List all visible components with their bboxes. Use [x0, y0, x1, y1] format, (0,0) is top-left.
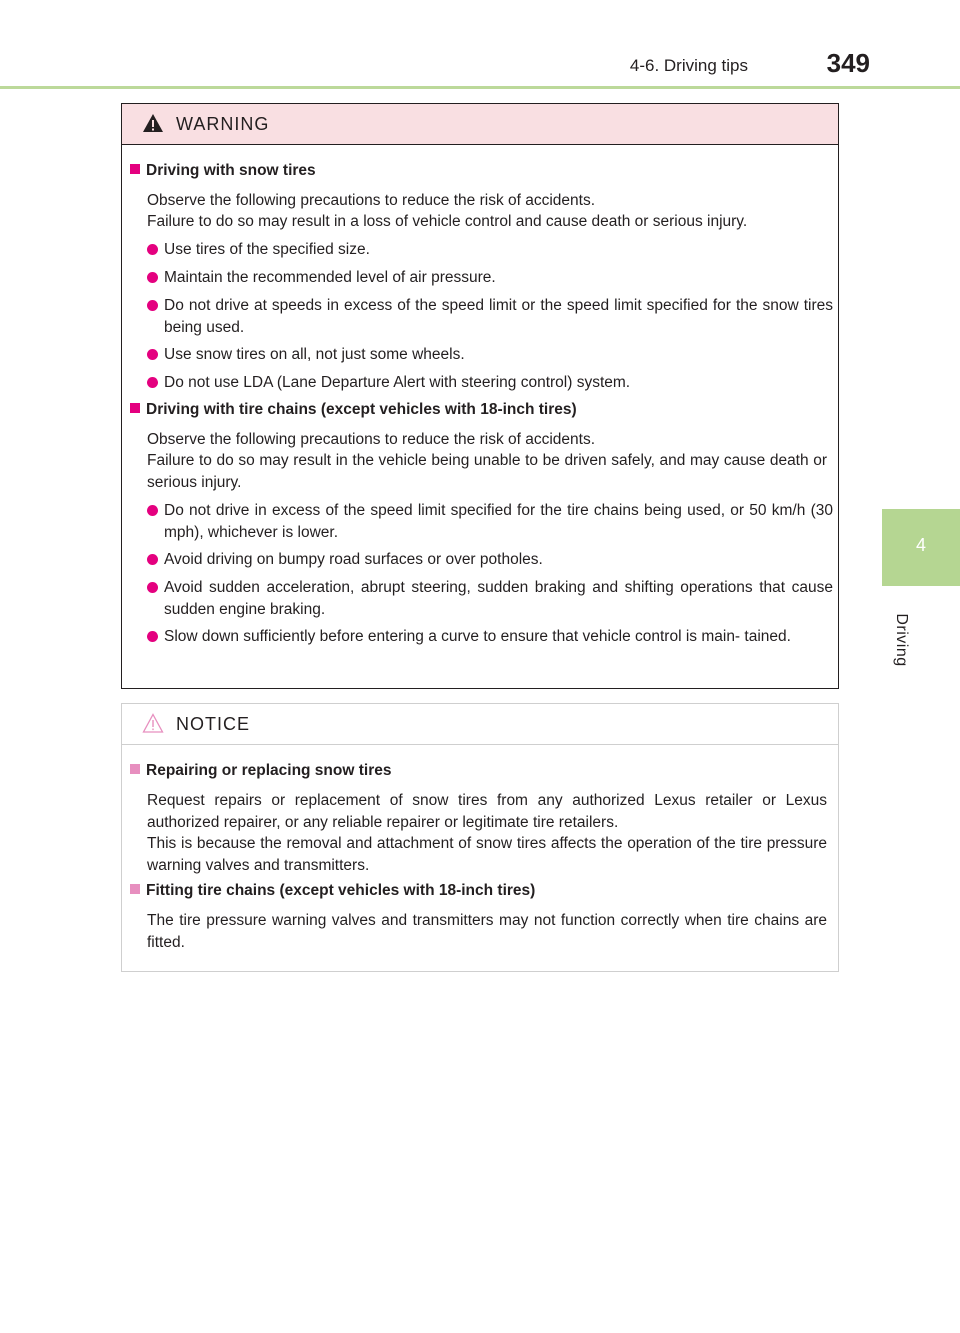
notice-paragraph: This is because the removal and attachment of snow tires affects the operation of the tire pressure warning valves and transmitters. — [147, 835, 827, 874]
warning-triangle-icon — [142, 113, 164, 133]
warning-heading-tire-chains: Driving with tire chains (except vehicles with 18-inch tires) — [130, 401, 830, 419]
round-bullet-icon — [147, 377, 158, 388]
warning-bullet: Do not drive in excess of the speed limit specified for the tire chains being used, or 50 km/h (30 mph), whichever is lower. — [147, 500, 833, 543]
round-bullet-icon — [147, 272, 158, 283]
notice-heading-tire-chains: Fitting tire chains (except vehicles with 18-inch tires) — [130, 882, 830, 900]
page-number: 349 — [826, 48, 870, 78]
warning-bullet: Do not drive at speeds in excess of the speed limit or the speed limit specified for the snow tires being used. — [147, 295, 833, 338]
square-bullet-icon — [130, 884, 140, 894]
header-rule — [0, 86, 960, 89]
chapter-tab-number: 4 — [915, 535, 926, 555]
notice-title: NOTICE — [176, 714, 251, 734]
warning-box — [121, 103, 839, 689]
warning-bullet: Do not use LDA (Lane Departure Alert with steering control) system. — [147, 372, 833, 394]
notice-box — [121, 703, 839, 972]
warning-bullet: Slow down sufficiently before entering a curve to ensure that vehicle control is main- tained. — [147, 626, 833, 648]
round-bullet-icon — [147, 631, 158, 642]
warning-bullet: Use tires of the specified size. — [147, 239, 833, 261]
warning-intro: Failure to do so may result in a loss of vehicle control and cause death or serious injury. — [147, 213, 748, 230]
square-bullet-icon — [130, 403, 140, 413]
chapter-tab[interactable] — [882, 509, 960, 586]
warning-bullet: Avoid sudden acceleration, abrupt steering, sudden braking and shifting operations that cause sudden engine braking. — [147, 577, 833, 620]
round-bullet-icon — [147, 244, 158, 255]
round-bullet-icon — [147, 582, 158, 593]
square-bullet-icon — [130, 164, 140, 174]
warning-intro: Observe the following precautions to reduce the risk of accidents. — [147, 192, 596, 209]
warning-bullet: Maintain the recommended level of air pressure. — [147, 267, 833, 289]
square-bullet-icon — [130, 764, 140, 774]
notice-triangle-icon — [142, 713, 164, 733]
notice-paragraph: The tire pressure warning valves and transmitters may not function correctly when tire chains are fitted. — [147, 912, 827, 951]
warning-header — [122, 104, 838, 145]
round-bullet-icon — [147, 349, 158, 360]
notice-paragraph: Request repairs or replacement of snow tires from any authorized Lexus retailer or Lexus authorized repairer, or any reliable repairer or legitimate tire retailers. — [147, 792, 827, 831]
warning-intro: Failure to do so may result in the vehicle being unable to be driven safely, and may cause death or serious injury. — [147, 452, 827, 491]
warning-bullet: Use snow tires on all, not just some wheels. — [147, 344, 833, 366]
round-bullet-icon — [147, 554, 158, 565]
round-bullet-icon — [147, 505, 158, 516]
warning-intro: Observe the following precautions to reduce the risk of accidents. — [147, 431, 596, 448]
warning-bullet: Avoid driving on bumpy road surfaces or over potholes. — [147, 549, 833, 571]
round-bullet-icon — [147, 300, 158, 311]
warning-heading-snow-tires: Driving with snow tires — [130, 162, 830, 180]
warning-title: WARNING — [176, 114, 270, 134]
notice-heading-repairs: Repairing or replacing snow tires — [130, 762, 830, 780]
section-title: 4-6. Driving tips — [629, 56, 748, 75]
chapter-tab-label: Driving — [893, 613, 910, 667]
notice-header — [122, 704, 838, 745]
